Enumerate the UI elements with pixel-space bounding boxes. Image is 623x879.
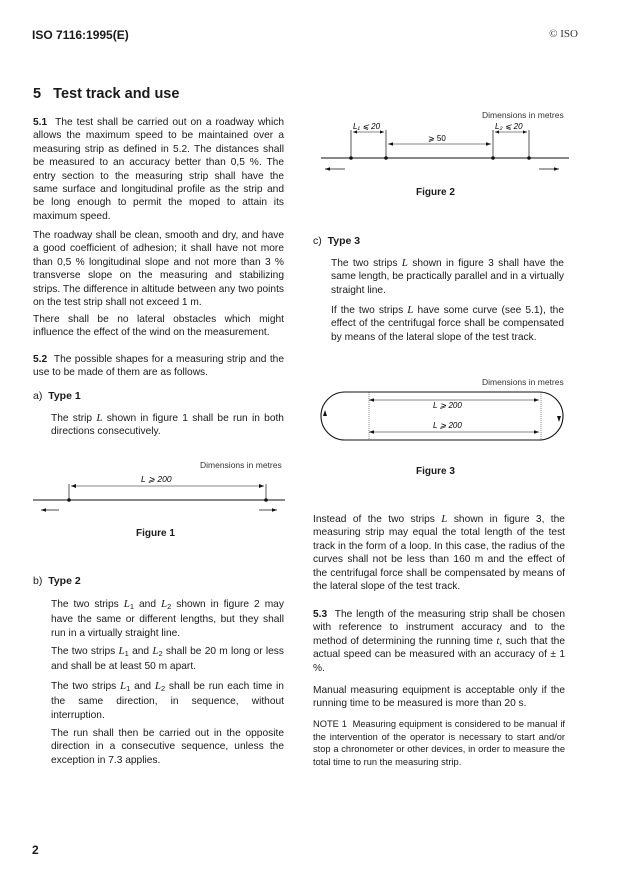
strip-end-point bbox=[264, 498, 268, 502]
point bbox=[384, 156, 388, 160]
subscript: 1 bbox=[124, 649, 129, 658]
direction-arrow-left bbox=[323, 410, 327, 416]
type-2-paragraph-3 bbox=[51, 680, 284, 722]
item-a bbox=[33, 390, 81, 402]
section-title-text: Test track and use bbox=[53, 86, 180, 102]
item-label: a) bbox=[33, 390, 43, 402]
clause-number: 5.3 bbox=[313, 609, 328, 620]
figure-2-diagram bbox=[313, 118, 569, 178]
subscript: 1 bbox=[126, 684, 131, 693]
subscript: 2 bbox=[160, 684, 166, 693]
item-label: c) bbox=[313, 235, 322, 247]
document-id: ISO 7116:1995(E) bbox=[32, 28, 129, 42]
text: The strip bbox=[51, 413, 93, 424]
figure-3-dimension-note: Dimensions in metres bbox=[482, 377, 564, 387]
l1-label: L₁ ⩽ 20 bbox=[353, 122, 381, 131]
text: If the two strips bbox=[331, 305, 404, 316]
bottom-strip-label: L ⩾ 200 bbox=[433, 421, 462, 430]
note-1 bbox=[313, 718, 565, 768]
strip-length-label: L ⩾ 200 bbox=[141, 474, 172, 484]
text: and bbox=[134, 681, 152, 692]
item-title: Type 2 bbox=[48, 575, 81, 587]
copyright-mark: © ISO bbox=[549, 28, 578, 40]
text: and bbox=[132, 646, 150, 657]
symbol-L: L bbox=[160, 598, 168, 610]
symbol-L: L bbox=[441, 513, 448, 525]
symbol-L: L bbox=[152, 645, 159, 657]
figure-1-diagram bbox=[33, 470, 285, 515]
clause-number: 5.2 bbox=[33, 354, 48, 365]
symbol-L: L bbox=[120, 680, 127, 692]
subscript: 2 bbox=[158, 649, 163, 658]
figure-3-caption: Figure 3 bbox=[416, 466, 455, 477]
note-label: NOTE 1 bbox=[313, 719, 347, 729]
text: shown in figure 2 may have the same or different lengths, but they shall run in a virtually straight line. bbox=[51, 599, 284, 639]
text: shall be run each time in the same direction, in sequence, without interruption. bbox=[51, 681, 284, 721]
symbol-L: L bbox=[401, 257, 408, 269]
direction-arrowhead-left bbox=[41, 508, 46, 512]
type-2-paragraph-1 bbox=[51, 598, 284, 640]
type-3-paragraph-1 bbox=[331, 257, 564, 297]
subscript: 2 bbox=[167, 602, 172, 611]
item-b bbox=[33, 575, 81, 587]
paragraph-roadway: The roadway shall be clean, smooth and dry, and have a good coefficient of adhesion; it shall have not more than 0,5 % longitudinal slope and not more than 3 % transverse slope on the measuring and stabilizing strips. The difference in altitude between any two points on the test strip shall not exceed 1 m. bbox=[33, 230, 284, 309]
section-title bbox=[33, 86, 179, 102]
type-1-description bbox=[51, 412, 284, 439]
paragraph-loop-alternative bbox=[313, 513, 565, 593]
text: have some curve (see 5.1), the effect of the centrifugal force shall be compensated by means of the lateral slope of the test track. bbox=[331, 305, 564, 343]
item-c bbox=[313, 235, 360, 247]
text: Instead of the two strips bbox=[313, 514, 435, 525]
clause-5-3 bbox=[313, 608, 565, 675]
text: shown in figure 3, the measuring strip may equal the total length of the test track in the form of a loop. In this case, the radius of the curves shall not be less than 160 m and the effect of the centrifugal force shall be compensated by means of the lateral slope of the test track. bbox=[313, 514, 565, 593]
clause-5-1 bbox=[33, 116, 284, 223]
symbol-L: L bbox=[96, 412, 103, 424]
strip-start-point bbox=[67, 498, 71, 502]
symbol-L: L bbox=[123, 598, 130, 610]
figure-1-dimension-note: Dimensions in metres bbox=[200, 460, 282, 470]
direction-arrowhead-right bbox=[272, 508, 277, 512]
text: The two strips bbox=[51, 646, 116, 657]
clause-number: 5.1 bbox=[33, 117, 48, 128]
symbol-L: L bbox=[118, 645, 125, 657]
section-number: 5 bbox=[33, 86, 42, 102]
point bbox=[349, 156, 353, 160]
paragraph-lateral-obstacles: There shall be no lateral obstacles which might influence the effect of the wind on the measurement. bbox=[33, 314, 284, 339]
page-number: 2 bbox=[32, 843, 39, 857]
note-text: Measuring equipment is considered to be manual if the intervention of the operator is necessary to start and/or stop a chronometer or other devices, in order to measure the total time to run the measuring strip. bbox=[313, 719, 565, 767]
item-title: Type 3 bbox=[327, 235, 361, 247]
type-3-paragraph-2 bbox=[331, 304, 564, 344]
clause-5-2 bbox=[33, 353, 284, 380]
subscript: 1 bbox=[129, 602, 134, 611]
text: The two strips bbox=[51, 681, 117, 692]
text: The length of the measuring strip shall be chosen with reference to instrument accuracy and to the method of determining the running time bbox=[313, 609, 565, 647]
text: shall be 20 m long or less and shall be at least 50 m apart. bbox=[51, 646, 284, 673]
point bbox=[527, 156, 531, 160]
text: shown in figure 3 shall have the same length, be practically parallel and in a virtually straight line. bbox=[331, 258, 564, 296]
l2-label: L₂ ⩽ 20 bbox=[495, 122, 523, 131]
symbol-L: L bbox=[407, 304, 414, 316]
direction-arrowhead-right bbox=[554, 167, 559, 171]
type-2-paragraph-2 bbox=[51, 645, 284, 674]
direction-arrowhead-left bbox=[325, 167, 330, 171]
symbol-t: t bbox=[496, 634, 500, 647]
symbol-L: L bbox=[154, 680, 161, 692]
gap-label: ⩾ 50 bbox=[428, 134, 446, 143]
figure-2-caption: Figure 2 bbox=[416, 187, 455, 198]
figure-2-dimension-note: Dimensions in metres bbox=[482, 110, 564, 120]
figure-3-diagram bbox=[313, 386, 569, 446]
figure-1-caption: Figure 1 bbox=[136, 528, 175, 539]
item-label: b) bbox=[33, 575, 43, 587]
clause-text: The possible shapes for a measuring strip and the use to be made of them are as follows. bbox=[33, 354, 284, 379]
item-title: Type 1 bbox=[48, 390, 81, 402]
text: The two strips bbox=[51, 599, 119, 610]
clause-text: The test shall be carried out on a roadway which allows the maximum speed to be maintained over a measuring strip as defined in 5.2. The distances shall be measured to an accuracy better than 0,5 %. The entry section to the measuring strip shall have the same surface and longitudinal profile as the strip and be long enough to permit the moped to attain its maximum speed. bbox=[33, 117, 284, 222]
loop-track bbox=[321, 392, 563, 440]
text: shown in figure 1 shall be run in both directions consecutively. bbox=[51, 413, 284, 438]
type-2-paragraph-4: The run shall then be carried out in the opposite direction in a consecutive sequence, unless the exception in 7.3 applies. bbox=[51, 728, 284, 766]
point bbox=[491, 156, 495, 160]
paragraph-manual-equipment: Manual measuring equipment is acceptable only if the running time to be measured is more than 20 s. bbox=[313, 685, 565, 710]
text: and bbox=[138, 599, 156, 610]
top-strip-label: L ⩾ 200 bbox=[433, 401, 462, 410]
text: The two strips bbox=[331, 258, 398, 269]
direction-arrow-right bbox=[557, 416, 561, 422]
text: , such that the actual speed can be measured with an accuracy of ± 1 %. bbox=[313, 635, 565, 674]
